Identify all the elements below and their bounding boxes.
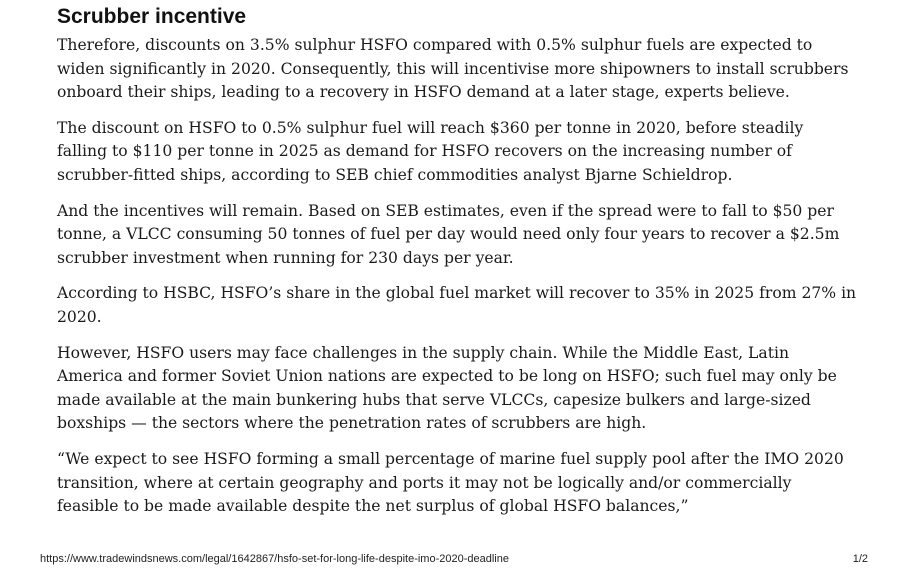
paragraph: However, HSFO users may face challenges in the supply chain. While the Middle East, Latin America and former Soviet Union nations are expected to be long on HSFO; such fuel may only be made available at the main bunkering hubs that serve VLCCs, capesize bulkers and large-sized boxships — the sectors where the penetration rates of scrubbers are high. bbox=[57, 343, 837, 433]
paragraph: According to HSBC, HSFO’s share in the global fuel market will recover to 35% in 2025 from 27% in 2020. bbox=[57, 284, 857, 326]
page-number: 1/2 bbox=[852, 553, 868, 565]
article-body bbox=[57, 4, 857, 531]
paragraph: Therefore, discounts on 3.5% sulphur HSFO compared with 0.5% sulphur fuels are expected to widen significantly in 2020. Consequently, this will incentivise more shipowners to install scrubbers onboard their ships, leading to a recovery in HSFO demand at a later stage, experts believe. bbox=[57, 36, 849, 102]
paragraph: And the incentives will remain. Based on SEB estimates, even if the spread were to fall to $50 per tonne, a VLCC consuming 50 tonnes of fuel per day would need only four years to recover a $2.5m scrubber investment when running for 230 days per year. bbox=[57, 201, 840, 267]
section-heading: Scrubber incentive bbox=[57, 5, 247, 28]
paragraph: The discount on HSFO to 0.5% sulphur fuel will reach $360 per tonne in 2020, before steadily falling to $110 per tonne in 2025 as demand for HSFO recovers on the increasing number of scrubber-fitted ships, according to SEB chief commodities analyst Bjarne Schieldrop. bbox=[57, 118, 804, 184]
print-footer bbox=[40, 553, 868, 565]
footer-url[interactable]: https://www.tradewindsnews.com/legal/1642867/hsfo-set-for-long-life-despite-imo-2020-deadline bbox=[40, 553, 509, 565]
paragraph: “We expect to see HSFO forming a small percentage of marine fuel supply pool after the IMO 2020 transition, where at certain geography and ports it may not be logically and/or commercially feasible to be made available despite the net surplus of global HSFO balances,” bbox=[57, 449, 844, 516]
